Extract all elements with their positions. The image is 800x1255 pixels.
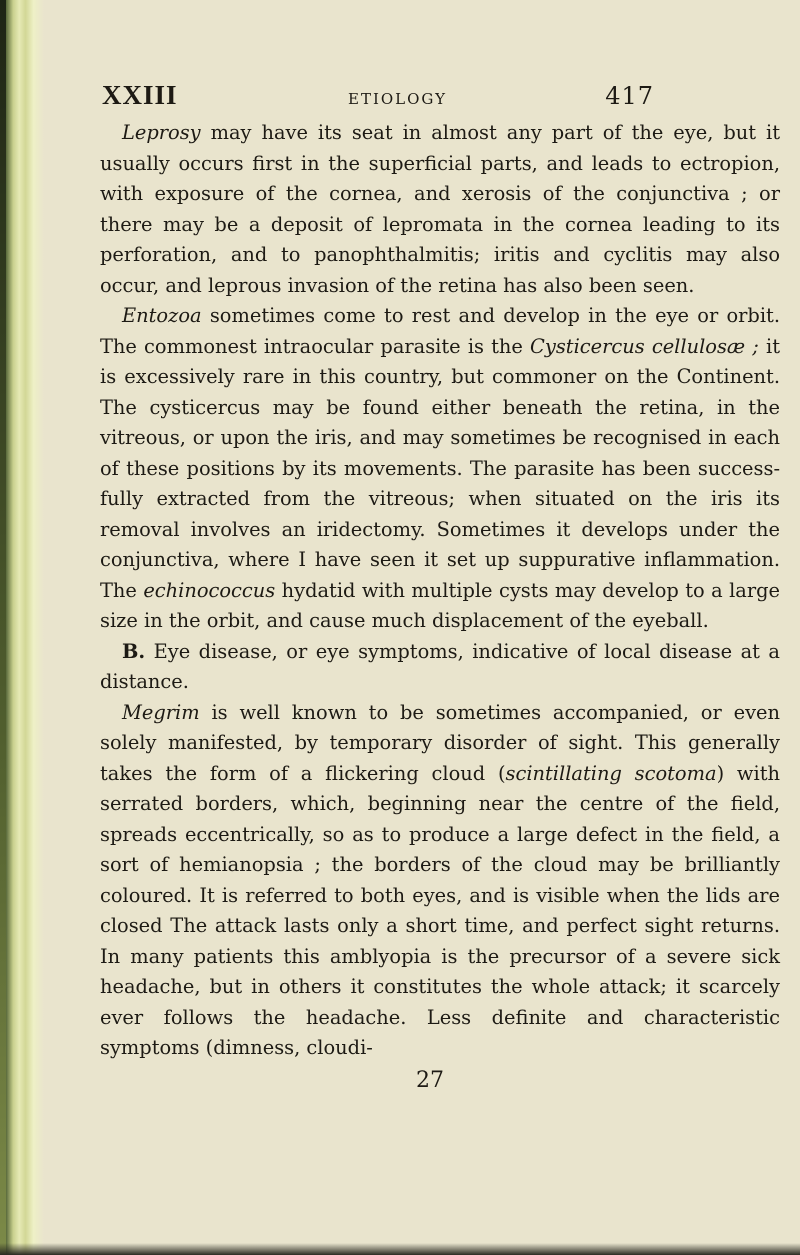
running-head bbox=[100, 80, 780, 110]
text-run: sometimes come to rest and develop in the eye or orbit. The commonest intraocular parasite is the bbox=[100, 304, 780, 358]
book-page bbox=[100, 80, 780, 1093]
chapter-number: XXIII bbox=[102, 80, 178, 110]
binding-edge bbox=[0, 0, 6, 1255]
body-text bbox=[100, 118, 780, 1064]
text-run: Eye disease, or eye symptoms, indicative of local disease at a distance. bbox=[100, 639, 780, 693]
paragraph bbox=[100, 118, 780, 301]
running-title: ETIOLOGY bbox=[348, 90, 448, 108]
page-bottom-shadow bbox=[0, 1243, 800, 1255]
italic-text: scintillating scotoma bbox=[505, 761, 717, 785]
signature-mark: 27 bbox=[416, 1067, 444, 1093]
page-number: 417 bbox=[605, 82, 654, 110]
italic-text: Megrim bbox=[122, 700, 200, 724]
italic-text: Cysticercus cellulosæ ; bbox=[530, 334, 759, 358]
text-run: it is excessively rare in this country, but commoner on the Continent. The cysticercus may be found either beneath the retina, in the vitreous, or upon the iris, and may sometimes be recognised in each of these positions by its movements. The parasite has been successfully extracted from the vitreous; when situated on the iris its removal involves an iridectomy. Sometimes it develops under the conjunctiva, where I have seen it set up suppurative inflammation. The bbox=[100, 334, 780, 602]
text-run: may have its seat in almost any part of the eye, but it usually occurs first in the superficial parts, and leads to ectropion, with exposure of the cornea, and xerosis of the conjunctiva ; or there may be a deposit of lepromata in the cornea leading to its perforation, and to panophthalmitis; iritis and cyclitis may also occur, and leprous invasion of the retina has also been seen. bbox=[100, 121, 780, 297]
paragraph bbox=[100, 698, 780, 1064]
paragraph bbox=[100, 301, 780, 637]
text-run: ) with serrated borders, which, beginning near the centre of the field, spreads eccentrically, so as to produce a large defect in the field, a sort of hemianopsia ; the borders of the cloud may be brilliantly coloured. It is referred to both eyes, and is visible when the lids are closed The attack lasts only a short time, and perfect sight returns. In many patients this amblyopia is the precursor of a severe sick headache, but in others it constitutes the whole attack; it scarcely ever follows the headache. Less definite and characteristic symptoms (dimness, cloudi- bbox=[100, 761, 780, 1059]
italic-text: Leprosy bbox=[122, 121, 201, 144]
italic-text: Entozoa bbox=[122, 304, 202, 327]
paragraph bbox=[100, 637, 780, 698]
italic-text: echinococcus bbox=[143, 578, 276, 602]
book-binding-gutter bbox=[0, 0, 44, 1255]
text-run: hydatid with multiple cysts may develop to a large size in the orbit, and cause much displacement of the eyeball. bbox=[100, 578, 781, 632]
text-run: is well known to be sometimes accompanied, or even solely manifested, by temporary disorder of sight. This generally takes the form of a flickering cloud ( bbox=[100, 700, 780, 785]
bold-text: B. bbox=[122, 639, 146, 663]
